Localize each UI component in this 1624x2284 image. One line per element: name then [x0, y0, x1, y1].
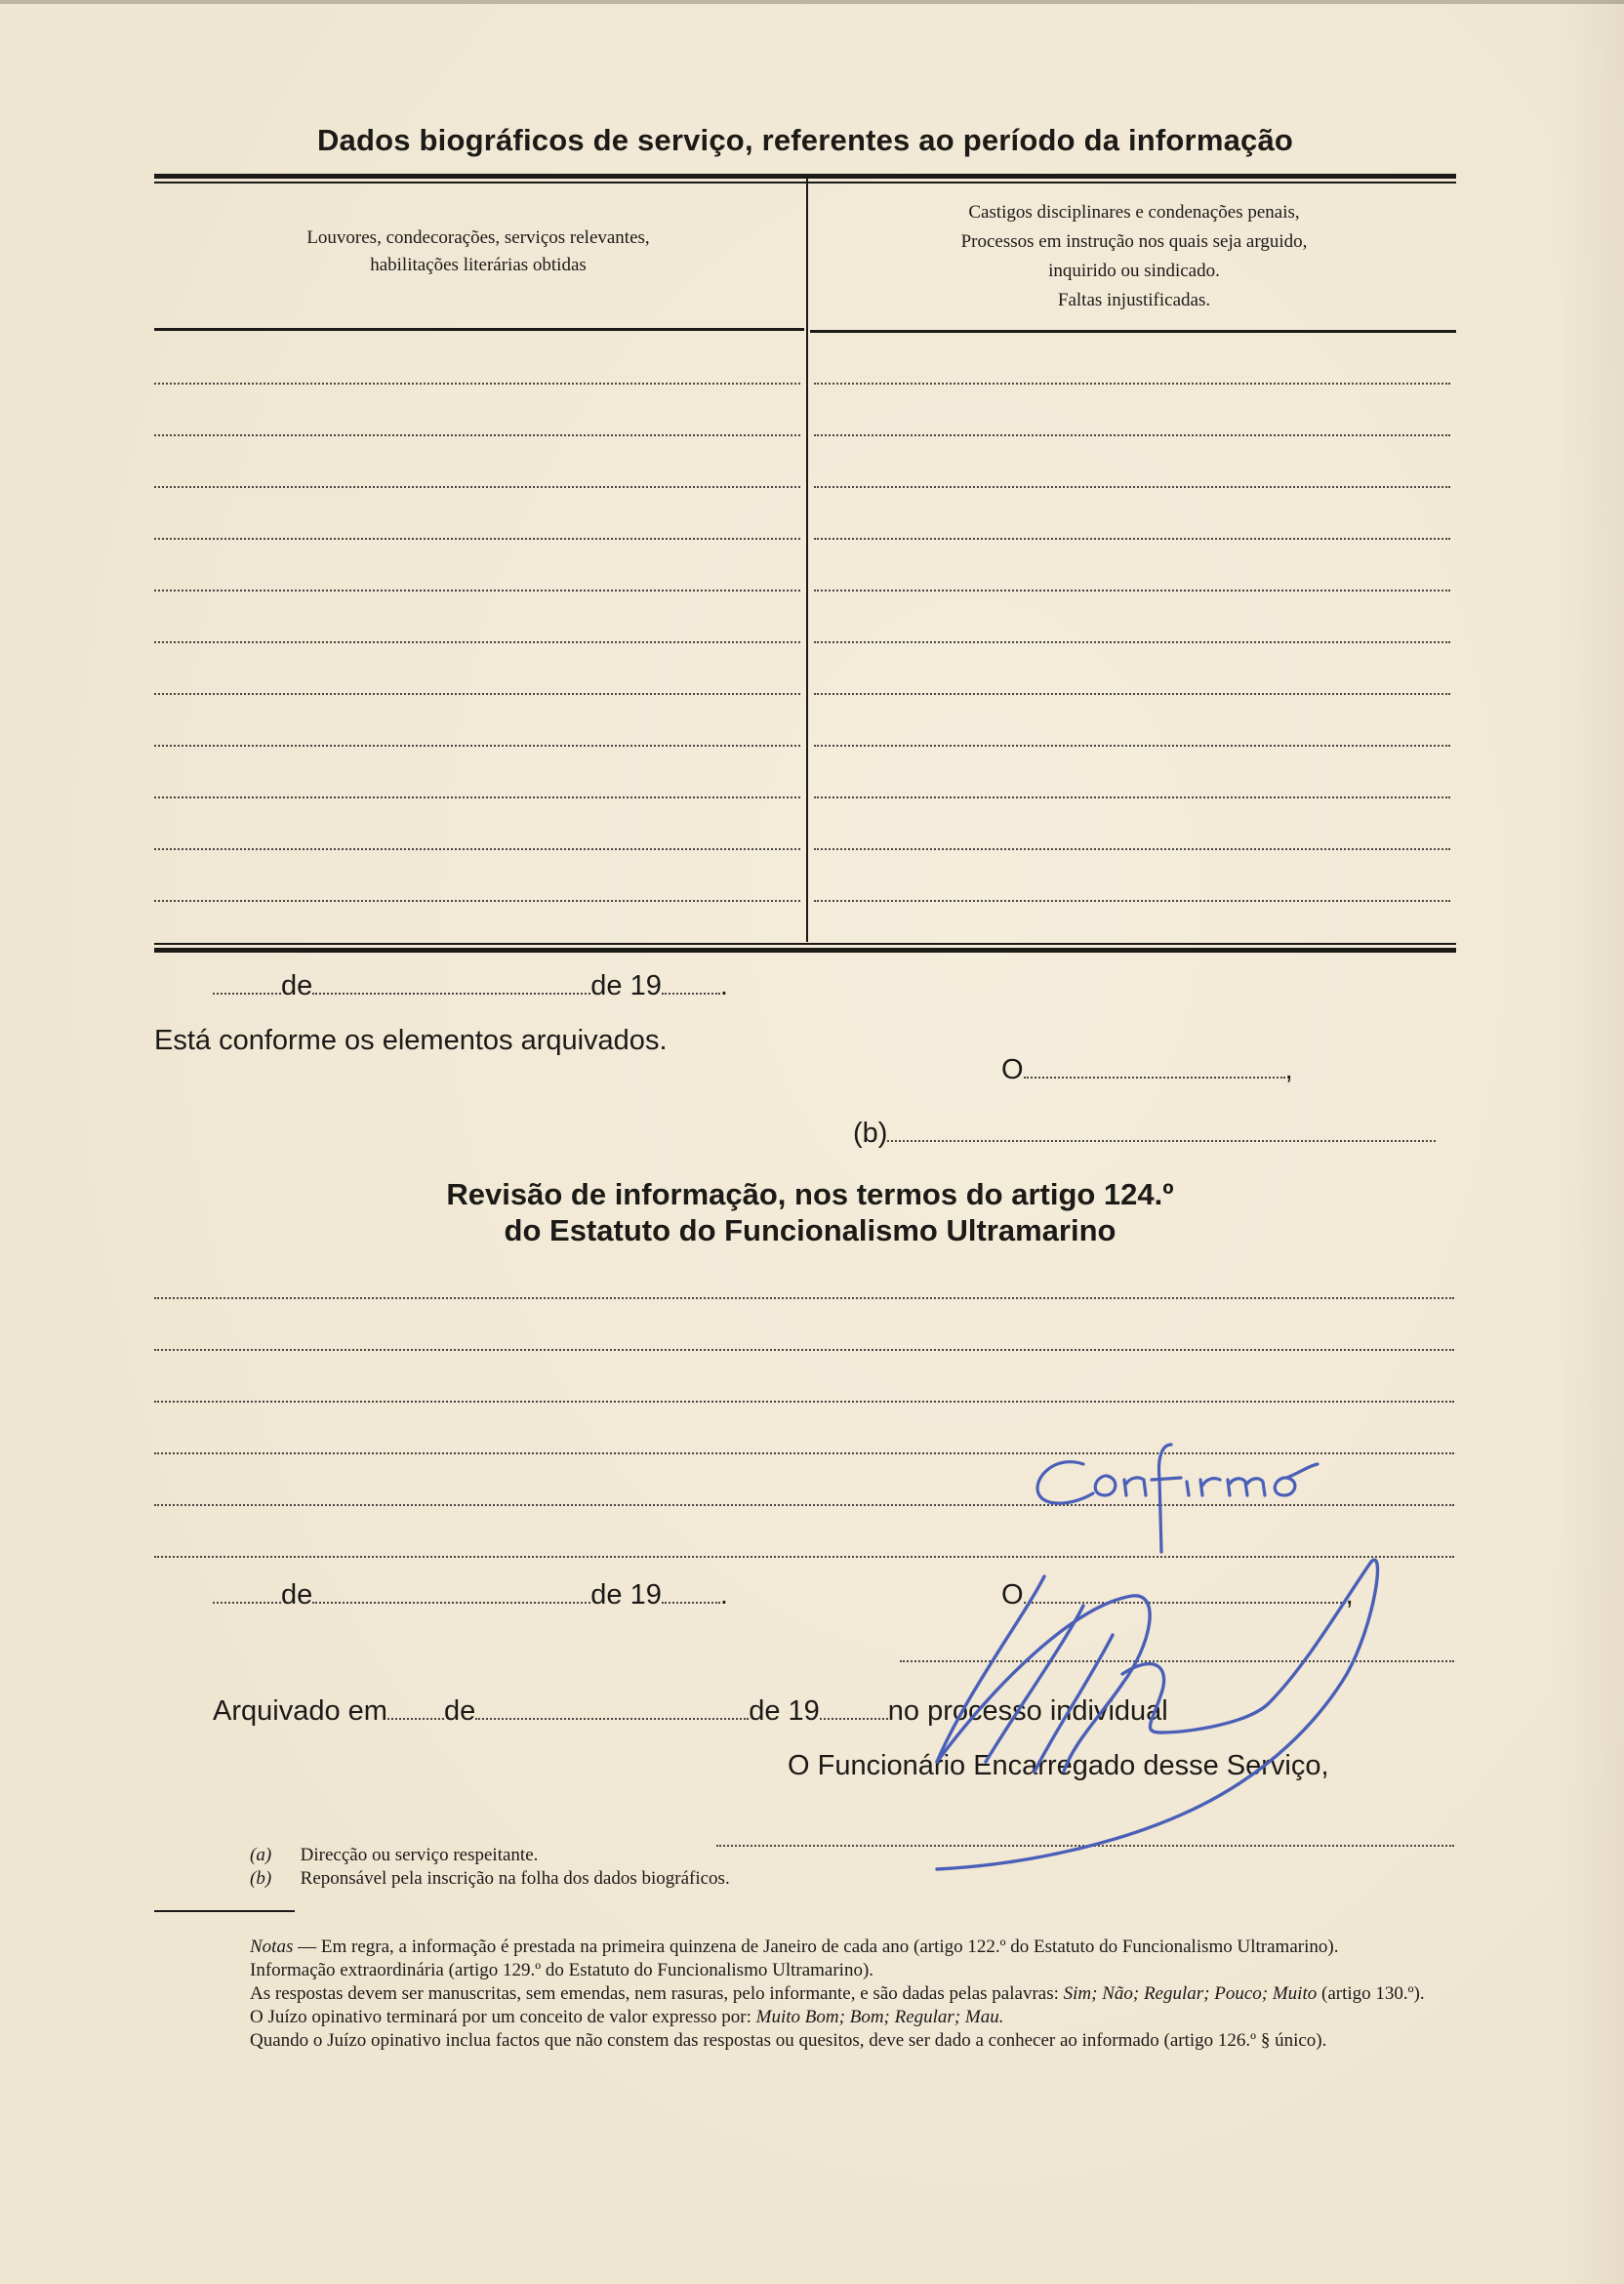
section-heading: Dados biográficos de serviço, referentes ao período da informação — [316, 123, 1294, 157]
footnote-a-text: Direcção ou serviço respeitante. — [300, 1845, 539, 1865]
revision-line — [154, 1297, 1454, 1299]
o-label: O — [1001, 1579, 1024, 1611]
revision-line — [154, 1452, 1454, 1454]
col-left-line1: Louvores, condecorações, serviços relevantes, — [306, 227, 650, 248]
notes-p1-text: — Em regra, a informação é prestada na primeira quinzena de Janeiro de cada ano (artigo 122.º do Estatuto do Funcionalismo Ultramarino). — [293, 1937, 1339, 1957]
o-comma: , — [1284, 1054, 1293, 1085]
date-de-1: de — [281, 970, 313, 1001]
table-line-right — [814, 538, 1450, 540]
o-label: O — [1001, 1054, 1024, 1085]
table-bottom-rule-thick — [154, 948, 1456, 953]
date-de-1: de — [281, 1579, 313, 1611]
table-line-left — [154, 796, 800, 798]
col-left-header-rule — [154, 328, 804, 331]
b-blank — [887, 1140, 1436, 1142]
year-blank — [662, 993, 720, 995]
table-line-left — [154, 848, 800, 850]
notes-p4-text: O Juízo opinativo terminará por um conceito de valor expresso por: — [250, 2007, 756, 2027]
table-line-right — [814, 745, 1450, 747]
date-end-dot: . — [719, 1579, 728, 1611]
col-right-line2: Processos em instrução nos quais seja arguido, — [960, 231, 1308, 252]
table-line-right — [814, 796, 1450, 798]
day-blank — [213, 993, 281, 995]
notes-p3 — [154, 1982, 1456, 2006]
arquivado-de-19: de 19 — [749, 1695, 820, 1727]
revision-title-line2: do Estatuto do Funcionalismo Ultramarino — [504, 1213, 1116, 1247]
column-divider — [806, 176, 808, 942]
day-blank — [213, 1602, 281, 1604]
month-blank — [312, 993, 590, 995]
o-signature-line-1 — [1001, 1054, 1293, 1086]
table-line-right — [814, 900, 1450, 902]
page-top-edge — [0, 0, 1624, 4]
table-bottom-rule-thin — [154, 943, 1456, 945]
footnote-a — [250, 1844, 538, 1867]
col-right-line1: Castigos disciplinares e condenações penais, — [968, 202, 1300, 223]
table-line-left — [154, 383, 800, 385]
month-blank — [312, 1602, 590, 1604]
table-line-left — [154, 590, 800, 591]
notes-p5: Quando o Juízo opinativo inclua factos que não constem das respostas ou quesitos, deve ser dado a conhecer ao informado (artigo 126.º § único). — [250, 2030, 1327, 2051]
revision-line — [154, 1401, 1454, 1403]
table-line-right — [814, 434, 1450, 436]
date-end-dot: . — [719, 970, 728, 1001]
notes-label: Notas — [250, 1937, 294, 1957]
notes-p4 — [154, 2006, 1456, 2029]
arquivado-label: Arquivado em — [213, 1695, 387, 1727]
signature-extra-line — [900, 1660, 1454, 1662]
conforme-text: Está conforme os elementos arquivados. — [154, 1025, 668, 1056]
revision-line — [154, 1504, 1454, 1506]
notes-p2: Informação extraordinária (artigo 129.º do Estatuto do Funcionalismo Ultramarino). — [250, 1960, 874, 1980]
notes-p3-words: Sim; Não; Regular; Pouco; Muito — [1063, 1983, 1318, 2004]
footnote-b-mark: (b) — [250, 1868, 272, 1889]
table-line-left — [154, 641, 800, 643]
notes-p1 — [154, 1936, 1456, 1959]
year-blank — [662, 1602, 720, 1604]
o-comma: , — [1345, 1579, 1354, 1611]
revision-title-line1: Revisão de informação, nos termos do artigo 124.º — [446, 1177, 1174, 1211]
notes-separator — [154, 1910, 295, 1912]
heading-rule-thick — [154, 174, 1456, 179]
heading-rule-thin — [154, 182, 1456, 184]
table-line-left — [154, 538, 800, 540]
table-line-left — [154, 486, 800, 488]
notes-p3-end: (artigo 130.º). — [1317, 1983, 1425, 2004]
o-blank — [1024, 1077, 1285, 1079]
table-line-left — [154, 745, 800, 747]
table-line-right — [814, 693, 1450, 695]
notes-p4-words: Muito Bom; Bom; Regular; Mau. — [755, 2007, 1004, 2027]
table-line-left — [154, 693, 800, 695]
notes-block — [154, 1936, 1456, 2053]
col-right-header-rule — [810, 330, 1456, 333]
footnote-b-text: Reponsável pela inscrição na folha dos dados biográficos. — [300, 1868, 730, 1889]
table-line-right — [814, 848, 1450, 850]
col-right-line4: Faltas injustificadas. — [1057, 290, 1211, 310]
funcionario-signature-line — [716, 1845, 1454, 1847]
col-right-line3: inquirido ou sindicado. — [1048, 261, 1220, 281]
o-blank — [1024, 1602, 1346, 1604]
table-line-left — [154, 434, 800, 436]
table-line-right — [814, 486, 1450, 488]
arquivado-de: de — [443, 1695, 476, 1727]
date-de-19: de 19 — [590, 1579, 662, 1611]
page-edge-shadow — [1556, 0, 1624, 2284]
revision-line — [154, 1556, 1454, 1558]
revision-title — [322, 1176, 1298, 1248]
col-left-header — [156, 224, 800, 279]
arquivado-year-blank — [820, 1718, 888, 1720]
col-right-header — [812, 198, 1456, 315]
notes-p3-text: As respostas devem ser manuscritas, sem emendas, nem rasuras, pelo informante, e são dadas pelas palavras: — [250, 1983, 1064, 2004]
revision-line — [154, 1349, 1454, 1351]
date-line-2 — [213, 1579, 728, 1611]
arquivado-processo: no processo individual — [887, 1695, 1168, 1727]
table-line-left — [154, 900, 800, 902]
footnote-b — [250, 1867, 730, 1891]
col-left-line2: habilitações literárias obtidas — [370, 255, 587, 275]
o-signature-line-2 — [1001, 1579, 1354, 1611]
funcionario-text: O Funcionário Encarregado desse Serviço, — [788, 1750, 1329, 1781]
handwritten-confirmo — [1015, 1435, 1425, 1571]
table-line-right — [814, 590, 1450, 591]
date-line-1 — [213, 970, 728, 1002]
b-signature-line — [853, 1118, 1436, 1150]
date-de-19: de 19 — [590, 970, 662, 1001]
footnote-a-mark: (a) — [250, 1845, 272, 1865]
arquivado-day-blank — [387, 1718, 444, 1720]
table-line-right — [814, 383, 1450, 385]
table-line-right — [814, 641, 1450, 643]
arquivado-line — [213, 1695, 1168, 1728]
arquivado-month-blank — [475, 1718, 749, 1720]
b-label: (b) — [853, 1118, 888, 1149]
